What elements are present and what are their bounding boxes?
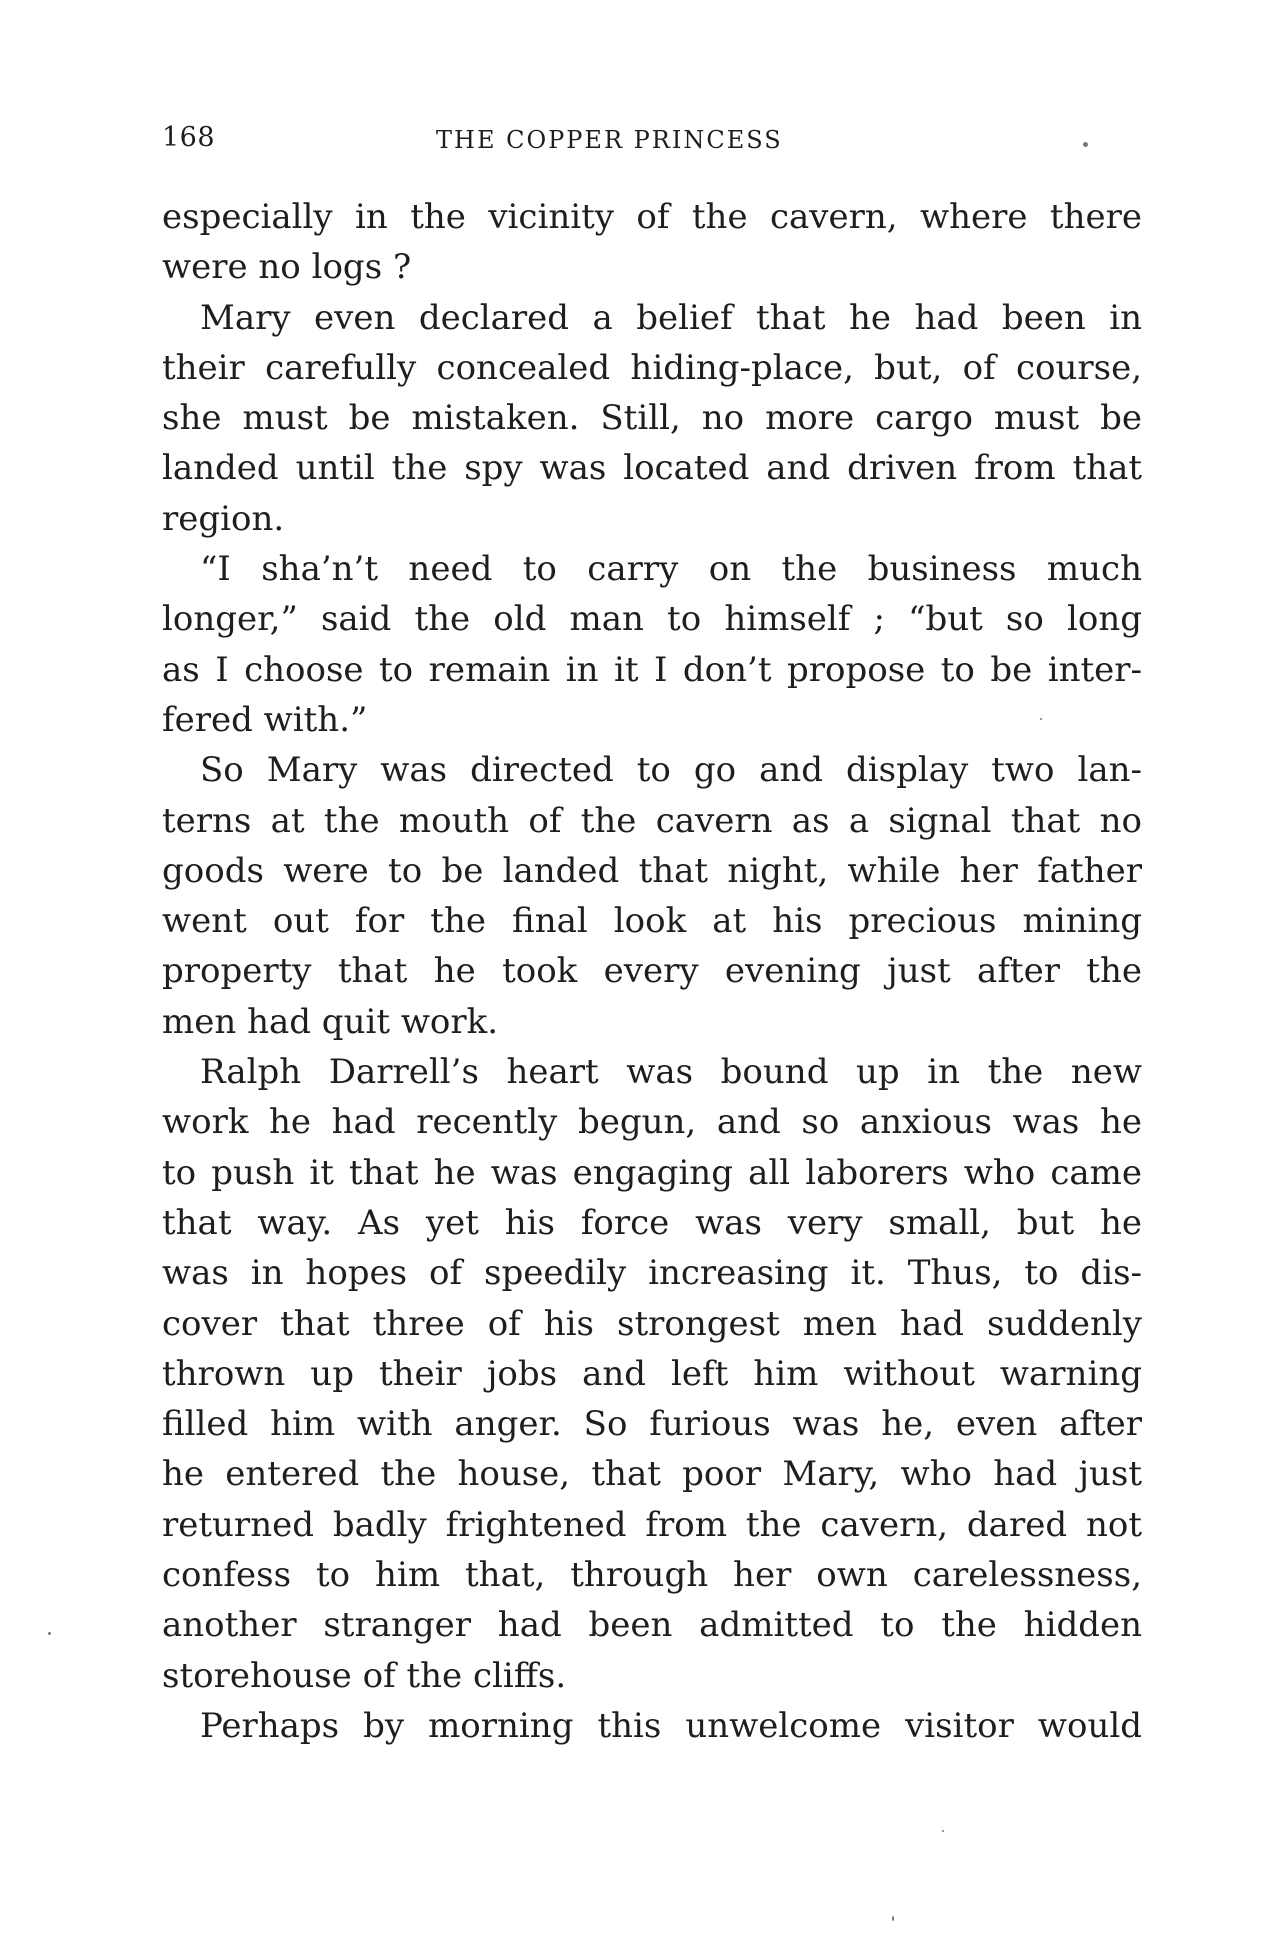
text-line: cover that three of his strongest men had suddenly [162,1303,1142,1344]
print-speck [892,1916,894,1921]
text-line: fered with.” [162,699,368,740]
text-line: Perhaps by morning this unwelcome visitor would [200,1705,1142,1746]
text-line: Mary even declared a belief that he had been in [200,297,1142,338]
text-line: to push it that he was engaging all laborers who came [162,1152,1142,1193]
text-line: men had quit work. [162,1001,499,1042]
text-line: thrown up their jobs and left him without warning [162,1353,1142,1394]
text-line: filled him with anger. So furious was he, even after [162,1404,1142,1445]
text-line: goods were to be landed that night, while her father [162,850,1142,891]
text-line: another stranger had been admitted to the hidden [162,1605,1142,1646]
text-line: “I sha’n’t need to carry on the business much [200,549,1142,590]
text-line: storehouse of the cliffs. [162,1655,567,1696]
body-text [162,192,1142,1751]
text-line: went out for the final look at his precious mining [162,901,1142,942]
text-line: returned badly frightened from the cavern, dared not [162,1504,1142,1545]
text-line: that way. As yet his force was very small, but he [162,1202,1142,1243]
text-line: were no logs ? [162,247,412,288]
running-header [162,122,1142,162]
text-line: landed until the spy was located and driven from that [162,448,1142,489]
text-line: work he had recently begun, and so anxious was he [162,1102,1142,1143]
text-line: she must be mistaken. Still, no more cargo must be [162,398,1142,439]
text-line: their carefully concealed hiding-place, but, of course, [162,347,1142,388]
page-number: 168 [162,122,216,153]
print-speck [1083,142,1088,147]
text-line: confess to him that, through her own carelessness, [162,1555,1142,1596]
print-speck [48,1632,51,1635]
text-line: especially in the vicinity of the cavern, where there [162,197,1142,237]
text-line: longer,” said the old man to himself ; “but so long [162,599,1142,640]
text-line: So Mary was directed to go and display two lan- [200,750,1142,791]
text-line: as I choose to remain in it I don’t propose to be inter- [162,649,1142,690]
text-line: Ralph Darrell’s heart was bound up in the new [200,1052,1142,1093]
text-line: was in hopes of speedily increasing it. Thus, to dis- [162,1253,1142,1294]
running-title: THE COPPER PRINCESS [436,126,783,154]
text-line: region. [162,498,285,539]
text-line: terns at the mouth of the cavern as a signal that no [162,800,1142,841]
print-speck [942,1830,944,1832]
text-line: he entered the house, that poor Mary, who had just [162,1454,1142,1495]
text-line: property that he took every evening just after the [162,951,1142,992]
